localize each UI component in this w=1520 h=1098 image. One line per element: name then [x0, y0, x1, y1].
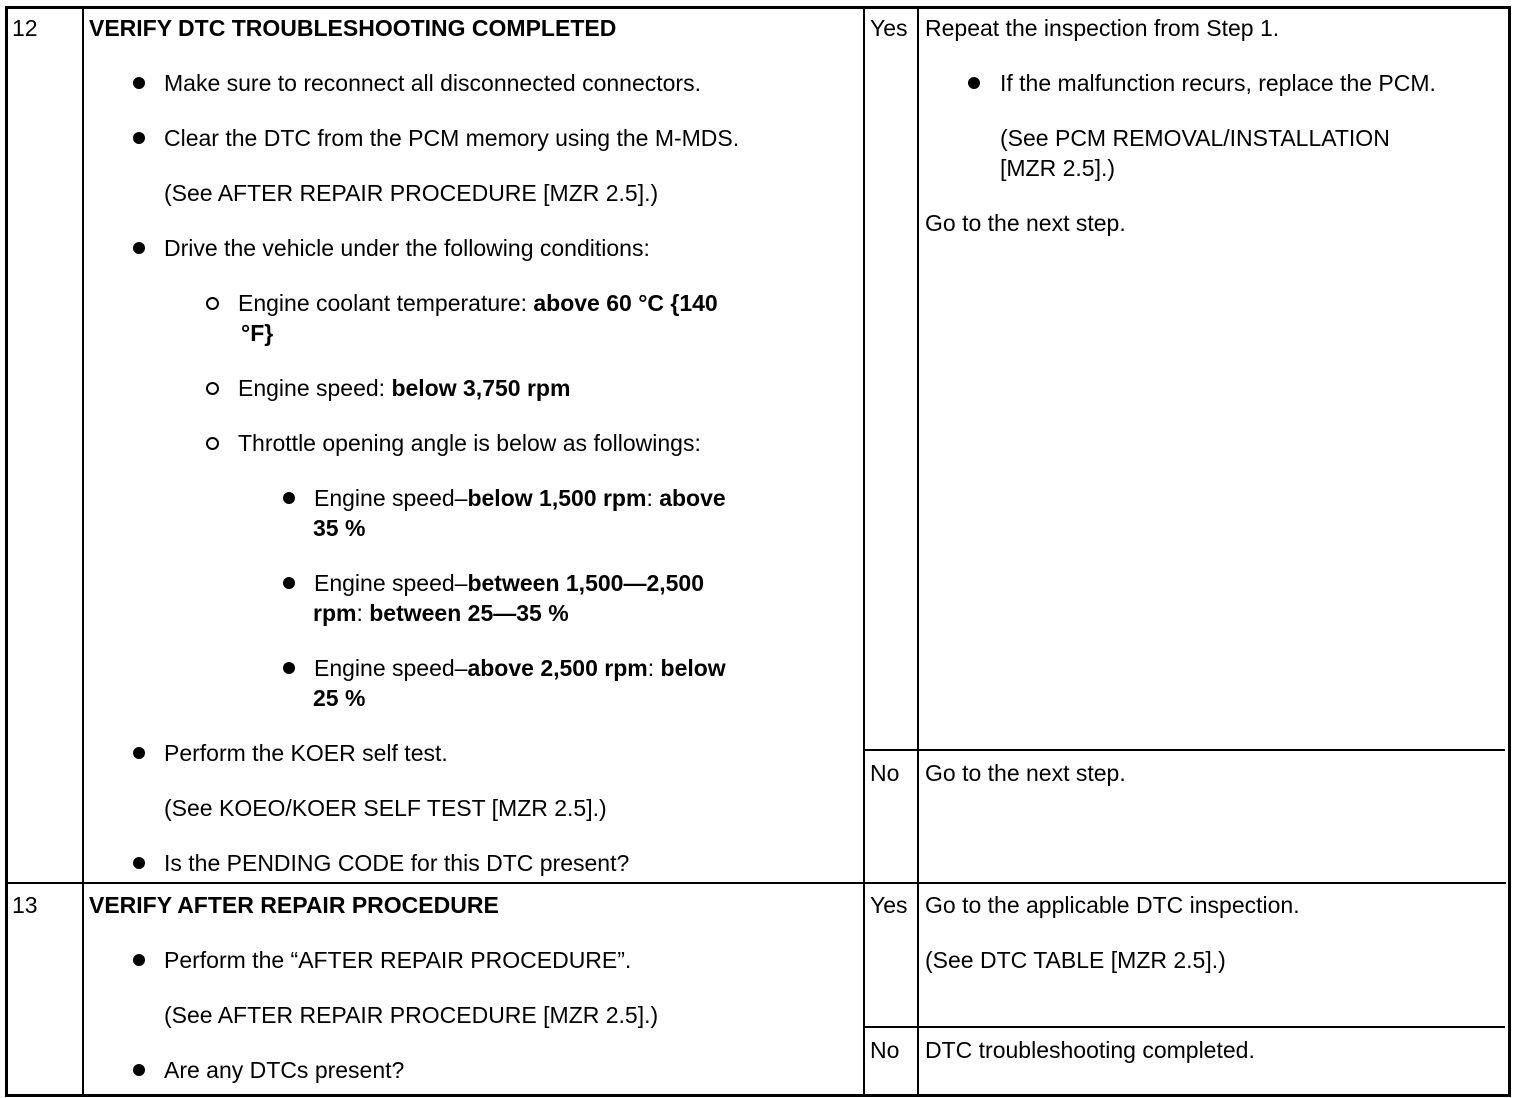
result-yes-bullet: If the malfunction recurs, replace the PCM. — [1000, 70, 1436, 96]
result-yes-label: Yes — [870, 892, 908, 918]
reference-koer: (See KOEO/KOER SELF TEST [MZR 2.5].) — [164, 795, 607, 821]
instruction-reconnect: Make sure to reconnect all disconnected connectors. — [164, 70, 701, 96]
separator: : — [356, 600, 370, 626]
throttle-condition-mid-continued — [313, 598, 569, 628]
reference-after-repair: (See AFTER REPAIR PROCEDURE [MZR 2.5].) — [164, 1002, 659, 1028]
bullet-icon — [968, 77, 980, 89]
condition-value: between 25—35 % — [369, 600, 569, 626]
throttle-condition-high-continued: 25 % — [313, 685, 366, 711]
sub-bullet-icon — [206, 382, 219, 395]
condition-throttle: Throttle opening angle is below as followings: — [238, 430, 701, 456]
bullet-icon — [283, 662, 295, 674]
bullet-icon — [133, 954, 145, 966]
condition-value: rpm — [313, 600, 357, 626]
bullet-icon — [133, 132, 145, 144]
bullet-icon — [133, 857, 145, 869]
step-number: 12 — [12, 15, 38, 41]
bullet-icon — [283, 577, 295, 589]
sub-bullet-icon — [206, 437, 219, 450]
result-yes-label: Yes — [870, 15, 908, 41]
throttle-condition-mid — [314, 568, 704, 598]
condition-value: below — [660, 655, 726, 681]
condition-value: between 1,500—2,500 — [467, 570, 704, 596]
throttle-condition-low-continued: 35 % — [313, 515, 366, 541]
condition-coolant — [238, 288, 718, 318]
reference-after-repair: (See AFTER REPAIR PROCEDURE [MZR 2.5].) — [164, 180, 659, 206]
condition-engine-speed — [238, 373, 570, 403]
result-no-action: DTC troubleshooting completed. — [925, 1037, 1255, 1063]
condition-value: above 60 °C {140 — [533, 290, 718, 316]
reference-dtc-table: (See DTC TABLE [MZR 2.5].) — [925, 947, 1226, 973]
instruction-koer: Perform the KOER self test. — [164, 740, 448, 766]
instruction-perform-after-repair: Perform the “AFTER REPAIR PROCEDURE”. — [164, 947, 632, 973]
reference-pcm-removal-continued: [MZR 2.5].) — [1000, 155, 1116, 181]
condition-coolant-continued: °F} — [241, 320, 274, 346]
bullet-icon — [283, 492, 295, 504]
condition-label: Engine speed– — [314, 570, 468, 596]
condition-value: below 1,500 rpm — [467, 485, 647, 511]
troubleshooting-table — [5, 6, 1511, 1097]
result-no-label: No — [870, 1037, 900, 1063]
condition-value: above — [659, 485, 726, 511]
step-title: VERIFY AFTER REPAIR PROCEDURE — [89, 892, 499, 918]
condition-label: Engine coolant temperature: — [238, 290, 534, 316]
condition-label: Engine speed– — [314, 655, 468, 681]
reference-pcm-removal: (See PCM REMOVAL/INSTALLATION — [1000, 125, 1390, 151]
condition-label: Engine speed– — [314, 485, 468, 511]
sub-bullet-icon — [206, 297, 219, 310]
bullet-icon — [133, 242, 145, 254]
result-no-label: No — [870, 760, 900, 786]
question-pending-code: Is the PENDING CODE for this DTC present? — [164, 850, 630, 876]
bullet-icon — [133, 77, 145, 89]
result-yes-action: Repeat the inspection from Step 1. — [925, 15, 1280, 41]
column-divider-result — [917, 6, 919, 1094]
column-divider-step — [82, 6, 84, 1094]
condition-value: above 2,500 rpm — [467, 655, 648, 681]
instruction-clear-dtc: Clear the DTC from the PCM memory using the M-MDS. — [164, 125, 740, 151]
step-number: 13 — [12, 892, 38, 918]
bullet-icon — [133, 747, 145, 759]
row-divider-step13-yes-no — [863, 1026, 1505, 1028]
separator: : — [647, 655, 661, 681]
row-divider-step-13 — [6, 882, 1506, 884]
column-divider-action — [863, 6, 865, 1094]
bullet-icon — [133, 1064, 145, 1076]
instruction-drive: Drive the vehicle under the following conditions: — [164, 235, 650, 261]
separator: : — [646, 485, 660, 511]
result-yes-next: Go to the next step. — [925, 210, 1126, 236]
condition-value: below 3,750 rpm — [391, 375, 571, 401]
result-no-action: Go to the next step. — [925, 760, 1126, 786]
question-dtcs-present: Are any DTCs present? — [164, 1057, 405, 1083]
result-yes-action: Go to the applicable DTC inspection. — [925, 892, 1300, 918]
condition-label: Engine speed: — [238, 375, 392, 401]
step-title: VERIFY DTC TROUBLESHOOTING COMPLETED — [89, 15, 617, 41]
row-divider-step12-yes-no — [863, 749, 1505, 751]
throttle-condition-high — [314, 653, 726, 683]
throttle-condition-low — [314, 483, 726, 513]
